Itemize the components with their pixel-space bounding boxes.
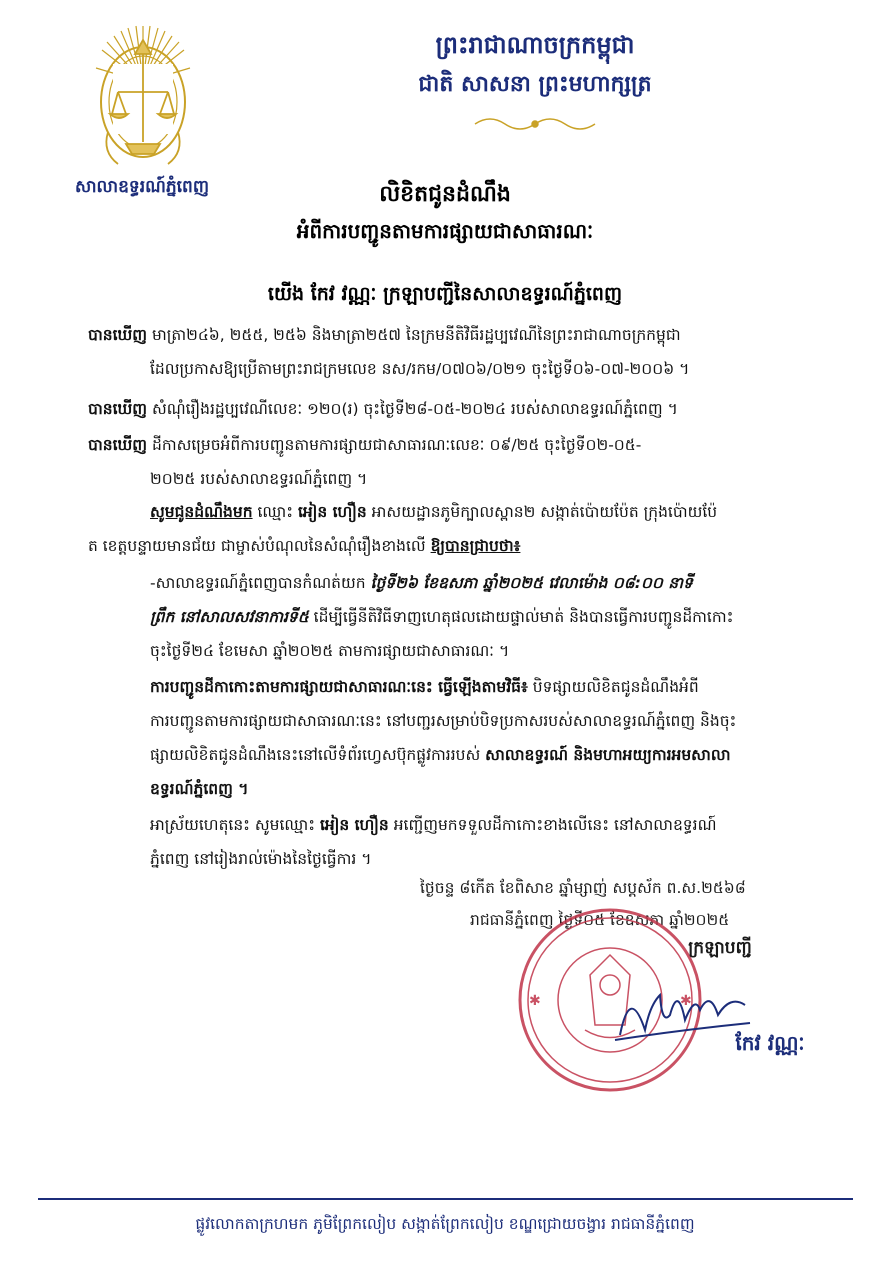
p1-line2: ដែលប្រកាសឱ្យប្រើតាមព្រះរាជក្រមលេខ នស/រកម/០៧០៦/០២១ ចុះថ្ងៃទី០៦-០៧-២០០៦ ។	[150, 360, 690, 378]
p6-line4: ឧទ្ធរណ៍ភ្នំពេញ ។	[150, 780, 249, 798]
p5-line2-b: ដើម្បីធ្វើនីតិវិធីទាញហេតុផលដោយផ្ទាល់មាត់ និងបានធ្វើការបញ្ជូនដីកាកោះ	[308, 608, 734, 626]
p4-line2-a: ត ខេត្តបន្ទាយមានជ័យ ជាម្ចាស់បំណុលនៃសំណុំរឿងខាងលើ	[88, 537, 431, 555]
notify-label: សូមជូនដំណឹងមក	[150, 503, 253, 521]
svg-text:✱: ✱	[680, 993, 692, 1009]
seen-label: បានឃើញ	[88, 326, 148, 344]
paragraph-notify	[150, 495, 820, 529]
paragraph-seen-1	[88, 318, 823, 352]
solar-date: រាជធានីភ្នំពេញ ថ្ងៃទី០៥ ខែឧសភា ឆ្នាំ២០២៥	[470, 911, 730, 929]
p7-line2: ភ្នំពេញ នៅរៀងរាល់ម៉ោងនៃថ្ងៃធ្វើការ ។	[150, 850, 372, 868]
svg-text:✱: ✱	[529, 993, 541, 1009]
paragraph-conclusion	[150, 808, 820, 842]
p4-line2-b: ឱ្យបានជ្រាបថា៖	[430, 537, 521, 555]
p5-line3: ចុះថ្ងៃទី២៤ ខែមេសា ឆ្នាំ២០២៥ តាមការផ្សាយជាសាធារណៈ ។	[150, 642, 510, 660]
issuer-line: យើង កែវ វណ្ណៈ ក្រឡាបញ្ជីនៃសាលាឧទ្ធរណ៍ភ្នំពេញ	[267, 283, 623, 305]
recipient-name-2: អៀន ហឿន	[320, 816, 389, 834]
p4-line2	[88, 529, 823, 563]
p1-line1: មាត្រា២៤៦, ២៥៥, ២៥៦ និងមាត្រា២៥៧ នៃក្រមនីតិវិធីរដ្ឋប្បវេណីនៃព្រះរាជាណាចក្រកម្ពុជា	[147, 326, 681, 344]
seen-label: បានឃើញ	[88, 400, 148, 418]
signatory-role: ក្រឡាបញ្ជី	[688, 938, 752, 958]
p7-line1-a: អាស្រ័យហេតុនេះ សូមឈ្មោះ	[150, 816, 321, 834]
p6-line3	[150, 738, 820, 772]
p3-line2: ២០២៥ របស់សាលាឧទ្ធរណ៍ភ្នំពេញ ។	[150, 470, 368, 488]
p5-line2	[150, 600, 820, 634]
p6-line3-a: ផ្សាយលិខិតជូនដំណឹងនេះនៅលើទំព័រហ្វេសប៊ុកផ្លូវការរបស់	[150, 746, 486, 764]
paragraph-method	[150, 670, 820, 704]
document-subtitle: អំពីការបញ្ជូនតាមការផ្សាយជាសាធារណៈ	[296, 219, 594, 243]
footer-address: ផ្លូវលោកតាក្រហមក ភូមិព្រែកលៀប សង្កាត់ព្រែកលៀប ខណ្ឌជ្រោយចង្វារ រាជធានីភ្នំពេញ	[195, 1215, 695, 1233]
court-emblem-icon	[88, 22, 198, 172]
recipient-name: អៀន ហឿន	[298, 503, 367, 521]
p6-line3-b: សាលាឧទ្ធរណ៍ និងមហាអយ្យការអមសាលា	[485, 746, 731, 764]
ornament-divider-icon	[470, 112, 600, 136]
p3-line1: ដីកាសម្រេចអំពីការបញ្ជូនតាមការផ្សាយជាសាធារណៈលេខៈ ០៩/២៥ ចុះថ្ងៃទី០២-០៥-	[147, 436, 642, 454]
seen-label: បានឃើញ	[88, 436, 148, 454]
national-motto: ជាតិ សាសនា ព្រះមហាក្សត្រ	[418, 71, 652, 97]
hearing-room: ព្រឹក នៅសាលសវនាការទី៥	[150, 608, 309, 626]
paragraph-hearing	[150, 566, 820, 600]
p5-line1-a: -សាលាឧទ្ធរណ៍ភ្នំពេញបានកំណត់យក	[150, 574, 371, 592]
p6-line1-a: ការបញ្ជូនដីកាកោះតាមការផ្សាយជាសាធារណៈនេះ ធ្វើឡើងតាមវិធី៖	[150, 678, 528, 696]
document-title: លិខិតជូនដំណឹង	[379, 182, 511, 207]
court-name: សាលាឧទ្ធរណ៍ភ្នំពេញ	[74, 177, 210, 197]
p6-line2: ការបញ្ជូនតាមការផ្សាយជាសាធារណៈនេះ នៅបញ្ជរសម្រាប់បិទប្រកាសរបស់សាលាឧទ្ធរណ៍ភ្នំពេញ និងចុះ	[150, 712, 737, 730]
footer-divider	[38, 1198, 853, 1200]
paragraph-seen-2	[88, 392, 823, 426]
p6-line1-b: បិទផ្សាយលិខិតជូនដំណឹងអំពី	[527, 678, 699, 696]
p4-line1-a: ឈ្មោះ	[252, 503, 298, 521]
p2-line1: សំណុំរឿងរដ្ឋប្បវេណីលេខៈ ១២០(រ) ចុះថ្ងៃទី២៨-០៥-២០២៤ របស់សាលាឧទ្ធរណ៍ភ្នំពេញ ។	[147, 400, 678, 418]
kingdom-title: ព្រះរាជាណាចក្រកម្ពុជា	[435, 30, 635, 59]
lunar-date: ថ្ងៃចន្ទ ៨កើត ខែពិសាខ ឆ្នាំម្សាញ់ សប្តស័ក ព.ស.២៥៦៨	[420, 879, 746, 897]
p7-line1-b: អញ្ជើញមកទទួលដីកាកោះខាងលើនេះ នៅសាលាឧទ្ធរណ៍	[388, 816, 717, 834]
hearing-datetime: ថ្ងៃទី២៦ ខែឧសភា ឆ្នាំ២០២៥ វេលាម៉ោង ០៨:០០ នាទី	[370, 574, 693, 592]
p4-line1-b: អាសយដ្ឋានភូមិក្បាលស្ពាន២ សង្កាត់ប៉ោយប៉ែត ក្រុងប៉ោយប៉ែ	[366, 503, 718, 521]
signatory-name: កែវ វណ្ណៈ	[735, 1031, 805, 1055]
paragraph-seen-3	[88, 428, 823, 462]
